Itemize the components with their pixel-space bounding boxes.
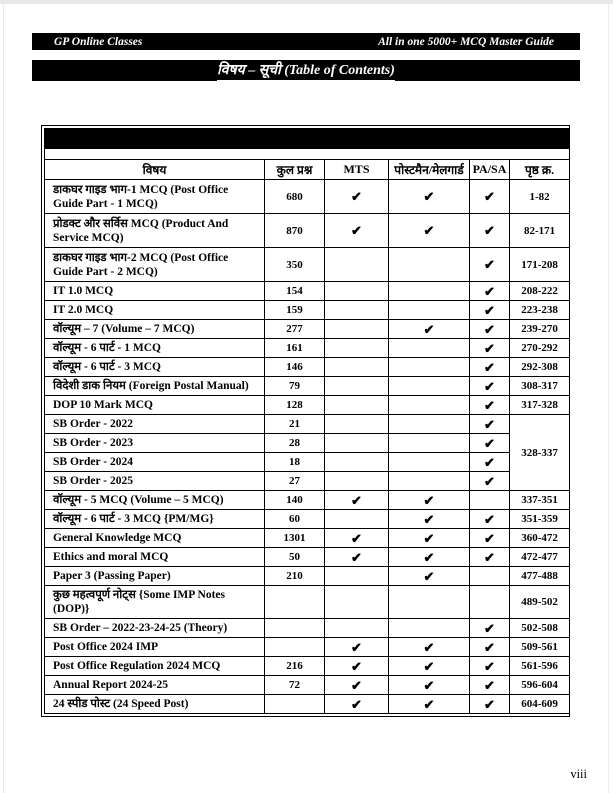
postman-check-cell — [389, 301, 470, 320]
pages-cell: 360-472 — [510, 529, 570, 548]
column-header-mts: MTS — [325, 160, 389, 180]
pasa-check-cell: ✔ — [470, 657, 510, 676]
total-questions-cell: 79 — [265, 377, 325, 396]
table-row — [45, 248, 570, 282]
total-questions-cell: 128 — [265, 396, 325, 415]
subject-cell: 24 स्पीड पोस्ट (24 Speed Post) — [45, 695, 265, 714]
table-row — [45, 619, 570, 638]
total-questions-cell: 216 — [265, 657, 325, 676]
postman-check-cell — [389, 415, 470, 434]
header-right-text: All in one 5000+ MCQ Master Guide — [378, 35, 554, 48]
pages-cell: 502-508 — [510, 619, 570, 638]
subject-cell: वॉल्यूम - 5 MCQ (Volume – 5 MCQ) — [45, 491, 265, 510]
mts-check-cell — [325, 434, 389, 453]
mts-check-cell — [325, 248, 389, 282]
mts-check-cell — [325, 282, 389, 301]
postman-check-cell: ✔ — [389, 529, 470, 548]
total-questions-cell — [265, 638, 325, 657]
table-row — [45, 472, 570, 491]
postman-check-cell: ✔ — [389, 548, 470, 567]
mts-check-cell — [325, 301, 389, 320]
subject-cell: डाकघर गाइड भाग-2 MCQ (Post Office Guide Part - 2 MCQ) — [45, 248, 265, 282]
mts-check-cell: ✔ — [325, 214, 389, 248]
subject-cell: Post Office 2024 IMP — [45, 638, 265, 657]
mts-check-cell — [325, 472, 389, 491]
table-row — [45, 180, 570, 214]
pasa-check-cell: ✔ — [470, 472, 510, 491]
total-questions-cell: 27 — [265, 472, 325, 491]
subject-cell: Post Office Regulation 2024 MCQ — [45, 657, 265, 676]
table-row — [45, 377, 570, 396]
total-questions-cell: 50 — [265, 548, 325, 567]
postman-check-cell — [389, 377, 470, 396]
postman-check-cell: ✔ — [389, 320, 470, 339]
subject-cell: IT 1.0 MCQ — [45, 282, 265, 301]
pages-cell: 604-609 — [510, 695, 570, 714]
mts-check-cell — [325, 510, 389, 529]
postman-check-cell: ✔ — [389, 214, 470, 248]
table-row — [45, 434, 570, 453]
pasa-check-cell — [470, 586, 510, 619]
postman-check-cell — [389, 434, 470, 453]
total-questions-cell: 60 — [265, 510, 325, 529]
pasa-check-cell: ✔ — [470, 695, 510, 714]
subject-cell: Ethics and moral MCQ — [45, 548, 265, 567]
pasa-check-cell: ✔ — [470, 339, 510, 358]
pasa-check-cell: ✔ — [470, 510, 510, 529]
table-row — [45, 657, 570, 676]
mts-check-cell: ✔ — [325, 676, 389, 695]
pages-cell: 351-359 — [510, 510, 570, 529]
column-header-subject: विषय — [45, 160, 265, 180]
subject-cell: कुछ महत्वपूर्ण नोट्स {Some IMP Notes (DOP)} — [45, 586, 265, 619]
pasa-check-cell: ✔ — [470, 453, 510, 472]
total-questions-cell — [265, 586, 325, 619]
total-questions-cell: 28 — [265, 434, 325, 453]
total-questions-cell: 161 — [265, 339, 325, 358]
total-questions-cell: 1301 — [265, 529, 325, 548]
postman-check-cell: ✔ — [389, 180, 470, 214]
spacer-cell — [45, 149, 570, 160]
table-row — [45, 301, 570, 320]
pasa-check-cell: ✔ — [470, 434, 510, 453]
pages-cell: 472-477 — [510, 548, 570, 567]
pages-cell: 292-308 — [510, 358, 570, 377]
subject-cell: SB Order - 2024 — [45, 453, 265, 472]
postman-check-cell: ✔ — [389, 510, 470, 529]
total-questions-cell: 350 — [265, 248, 325, 282]
mts-check-cell: ✔ — [325, 180, 389, 214]
total-questions-cell: 159 — [265, 301, 325, 320]
table-row — [45, 695, 570, 714]
table-caption-row — [45, 129, 570, 149]
total-questions-cell: 18 — [265, 453, 325, 472]
subject-cell: SB Order - 2023 — [45, 434, 265, 453]
table-row — [45, 415, 570, 434]
pasa-check-cell: ✔ — [470, 320, 510, 339]
postman-check-cell — [389, 396, 470, 415]
pasa-check-cell: ✔ — [470, 619, 510, 638]
pasa-check-cell: ✔ — [470, 358, 510, 377]
table-row — [45, 320, 570, 339]
table-row — [45, 453, 570, 472]
subject-cell: प्रोडक्ट और सर्विस MCQ (Product And Service MCQ) — [45, 214, 265, 248]
mts-check-cell: ✔ — [325, 491, 389, 510]
table-caption: बहुविकल्पीय प्रश्न (Multiple Choice Question) — [45, 129, 570, 149]
pasa-check-cell: ✔ — [470, 248, 510, 282]
mts-check-cell: ✔ — [325, 657, 389, 676]
mts-check-cell — [325, 358, 389, 377]
total-questions-cell: 146 — [265, 358, 325, 377]
mts-check-cell: ✔ — [325, 695, 389, 714]
postman-check-cell — [389, 472, 470, 491]
table-row — [45, 676, 570, 695]
pages-cell: 1-82 — [510, 180, 570, 214]
pages-cell: 270-292 — [510, 339, 570, 358]
postman-check-cell: ✔ — [389, 695, 470, 714]
column-header-total: कुल प्रश्न — [265, 160, 325, 180]
pasa-check-cell: ✔ — [470, 180, 510, 214]
subject-cell: SB Order – 2022-23-24-25 (Theory) — [45, 619, 265, 638]
postman-check-cell — [389, 619, 470, 638]
pages-cell: 561-596 — [510, 657, 570, 676]
postman-check-cell — [389, 339, 470, 358]
subject-cell: Annual Report 2024-25 — [45, 676, 265, 695]
table-row — [45, 510, 570, 529]
pages-cell: 509-561 — [510, 638, 570, 657]
pages-cell: 477-488 — [510, 567, 570, 586]
pages-cell: 223-238 — [510, 301, 570, 320]
pasa-check-cell: ✔ — [470, 415, 510, 434]
header-left-text: GP Online Classes — [54, 35, 143, 48]
pasa-check-cell: ✔ — [470, 282, 510, 301]
mts-check-cell: ✔ — [325, 638, 389, 657]
subject-cell: विदेशी डाक नियम (Foreign Postal Manual) — [45, 377, 265, 396]
total-questions-cell: 680 — [265, 180, 325, 214]
pages-cell: 489-502 — [510, 586, 570, 619]
toc-table — [44, 128, 570, 714]
mts-check-cell: ✔ — [325, 529, 389, 548]
column-header-pasa: PA/SA — [470, 160, 510, 180]
pasa-check-cell: ✔ — [470, 676, 510, 695]
pasa-check-cell: ✔ — [470, 529, 510, 548]
subject-cell: वॉल्यूम - 6 पार्ट - 3 MCQ {PM/MG} — [45, 510, 265, 529]
page-title: विषय – सूची (Table of Contents) — [217, 60, 395, 81]
mts-check-cell — [325, 453, 389, 472]
pasa-check-cell: ✔ — [470, 377, 510, 396]
title-bar — [32, 60, 580, 81]
pasa-check-cell: ✔ — [470, 301, 510, 320]
pages-cell: 328-337 — [510, 415, 570, 491]
pages-cell: 308-317 — [510, 377, 570, 396]
pages-cell: 171-208 — [510, 248, 570, 282]
table-row — [45, 638, 570, 657]
table-row — [45, 358, 570, 377]
column-header-pages: पृष्ठ क्र. — [510, 160, 570, 180]
subject-cell: DOP 10 Mark MCQ — [45, 396, 265, 415]
toc-table-wrap — [41, 125, 570, 717]
total-questions-cell — [265, 619, 325, 638]
postman-check-cell — [389, 248, 470, 282]
total-questions-cell: 72 — [265, 676, 325, 695]
pages-cell: 596-604 — [510, 676, 570, 695]
pasa-check-cell: ✔ — [470, 638, 510, 657]
table-spacer-row — [45, 149, 570, 160]
toc-table-body — [45, 180, 570, 714]
postman-check-cell: ✔ — [389, 676, 470, 695]
table-row — [45, 548, 570, 567]
footer-page-number: viii — [570, 767, 587, 781]
column-header-postman: पोस्टमैन/मेलगार्ड — [389, 160, 470, 180]
postman-check-cell: ✔ — [389, 491, 470, 510]
table-row — [45, 491, 570, 510]
mts-check-cell — [325, 339, 389, 358]
pasa-check-cell: ✔ — [470, 548, 510, 567]
pages-cell: 208-222 — [510, 282, 570, 301]
subject-cell: Paper 3 (Passing Paper) — [45, 567, 265, 586]
table-row — [45, 529, 570, 548]
pasa-check-cell — [470, 491, 510, 510]
page-edge-left — [3, 4, 4, 793]
header-bar — [32, 33, 580, 50]
table-row — [45, 214, 570, 248]
postman-check-cell — [389, 453, 470, 472]
subject-cell: वॉल्यूम - 6 पार्ट - 1 MCQ — [45, 339, 265, 358]
mts-check-cell — [325, 396, 389, 415]
subject-cell: General Knowledge MCQ — [45, 529, 265, 548]
subject-cell: SB Order - 2022 — [45, 415, 265, 434]
total-questions-cell: 154 — [265, 282, 325, 301]
mts-check-cell — [325, 567, 389, 586]
postman-check-cell: ✔ — [389, 638, 470, 657]
pasa-check-cell: ✔ — [470, 396, 510, 415]
postman-check-cell: ✔ — [389, 567, 470, 586]
pages-cell: 337-351 — [510, 491, 570, 510]
pages-cell: 239-270 — [510, 320, 570, 339]
postman-check-cell — [389, 282, 470, 301]
total-questions-cell: 870 — [265, 214, 325, 248]
total-questions-cell — [265, 695, 325, 714]
mts-check-cell — [325, 619, 389, 638]
pages-cell: 82-171 — [510, 214, 570, 248]
postman-check-cell: ✔ — [389, 657, 470, 676]
mts-check-cell — [325, 377, 389, 396]
pasa-check-cell — [470, 567, 510, 586]
postman-check-cell — [389, 586, 470, 619]
mts-check-cell — [325, 320, 389, 339]
pages-cell: 317-328 — [510, 396, 570, 415]
mts-check-cell — [325, 586, 389, 619]
table-row — [45, 586, 570, 619]
total-questions-cell: 210 — [265, 567, 325, 586]
pasa-check-cell: ✔ — [470, 214, 510, 248]
subject-cell: डाकघर गाइड भाग-1 MCQ (Post Office Guide Part - 1 MCQ) — [45, 180, 265, 214]
total-questions-cell: 277 — [265, 320, 325, 339]
table-row — [45, 396, 570, 415]
subject-cell: SB Order - 2025 — [45, 472, 265, 491]
total-questions-cell: 140 — [265, 491, 325, 510]
page-edge-right — [608, 4, 609, 793]
mts-check-cell — [325, 415, 389, 434]
total-questions-cell: 21 — [265, 415, 325, 434]
table-column-headers — [45, 160, 570, 180]
table-row — [45, 567, 570, 586]
subject-cell: वॉल्यूम - 6 पार्ट - 3 MCQ — [45, 358, 265, 377]
mts-check-cell: ✔ — [325, 548, 389, 567]
subject-cell: वॉल्यूम – 7 (Volume – 7 MCQ) — [45, 320, 265, 339]
table-row — [45, 339, 570, 358]
postman-check-cell — [389, 358, 470, 377]
table-row — [45, 282, 570, 301]
subject-cell: IT 2.0 MCQ — [45, 301, 265, 320]
